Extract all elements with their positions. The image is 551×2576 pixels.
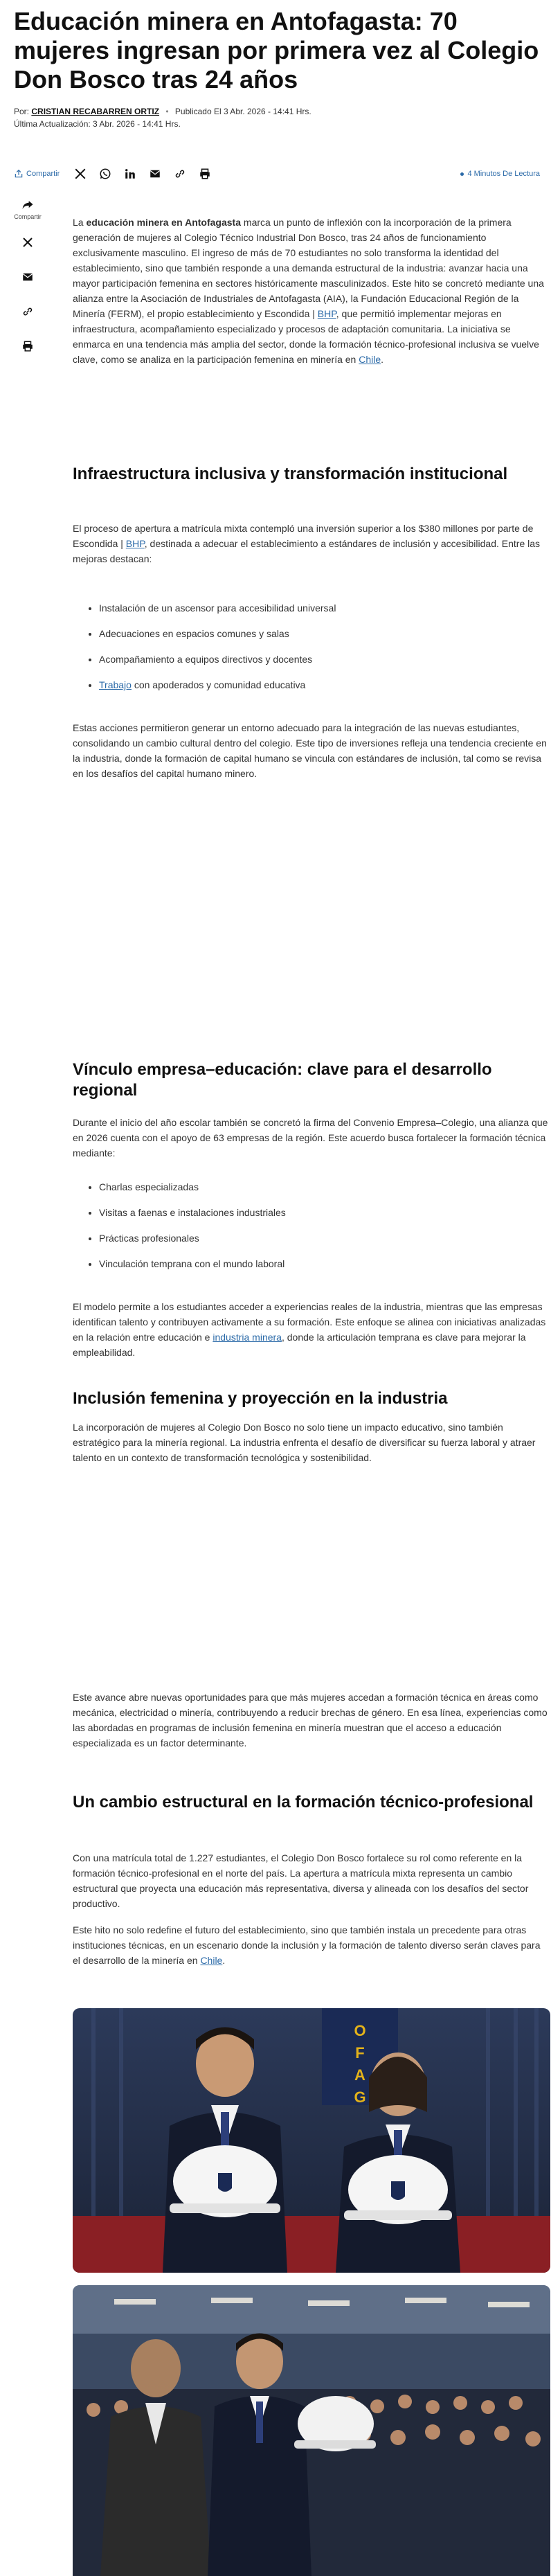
bhp-link[interactable]: BHP [317,308,336,319]
section4-paragraph: Con una matrícula total de 1.227 estudiantes, el Colegio Don Bosco fortalece su rol como referente en la formación técnico-profesional en el norte del país. La apertura a matrícula mixta representa un cambio estructural que proyecta una educación más representativa, diversa y alineada con los desafíos del sector productivo. [73,1852,529,1909]
chile-link[interactable]: Chile [359,354,381,365]
x-icon [74,168,87,180]
mail-share-button[interactable] [148,167,162,181]
section1-body [73,521,550,566]
text: , que permitió implementar mejoras en infraestructura, acompañamiento especializado y procesos de adaptación comunitaria. La iniciativa se enmarca en una tendencia más amplia del sector, donde la formación técnico-profesional inclusiva se vuelve clave, como se analiza en la participación femenina en minería en [73,308,539,365]
svg-text:F: F [355,2044,365,2061]
section-heading: Inclusión femenina y proyección en la industria [73,1389,448,1408]
list-item: • Visitas a faenas e instalaciones industriales [99,1206,550,1219]
share-button[interactable] [14,169,60,179]
improvements-list [73,601,550,692]
x-share-button[interactable] [73,167,87,181]
section1-list [73,601,550,704]
section2-paragraph: Durante el inicio del año escolar también se concretó la firma del Convenio Empresa–Colegio, una alianza que en 2026 cuenta con el apoyo de 63 empresas de la región. Este acuerdo busca fortalecer la formación técnica mediante: [73,1117,548,1159]
text: con apoderados y comunidad educativa [131,679,306,690]
text: El proceso de apertura a matrícula mixta contempló una inversión superior a los $380 millones por parte de Escondida | [73,523,534,549]
section-heading: Infraestructura inclusiva y transformación institucional [73,465,508,483]
trabajo-link[interactable]: Trabajo [99,679,132,690]
section-infraestructura [73,464,550,485]
svg-text:A: A [354,2066,365,2084]
section-heading: Un cambio estructural en la formación técnico-profesional [73,1793,534,1812]
link-icon [21,305,34,318]
share-rail [14,198,42,373]
section-cambio [73,1792,550,1813]
list-item: • Charlas especializadas [99,1180,550,1194]
list-item: • Adecuaciones en espacios comunes y salas [99,627,550,641]
print-button[interactable] [198,167,212,181]
text: . [222,1955,226,1966]
section3-paragraph: Este avance abre nuevas oportunidades para que más mujeres accedan a formación técnica en áreas como mecánica, electricidad o minería, contribuyendo a reducir brechas de género. En esa línea, experiencias como las abordadas en programas de inclusión femenina en minería muestran que el acceso a educación especializada es un factor determinante. [73,1692,548,1748]
rail-link-button[interactable] [19,303,36,320]
mail-icon [21,271,34,283]
section1-paragraph [73,521,550,566]
text: , donde la articulación temprana es clave para mejorar la empleabilidad. [73,1332,526,1358]
section2-closing [73,1299,550,1360]
section1-closing [73,720,550,781]
section2-list [73,1180,550,1282]
mail-icon [149,168,161,180]
text: El modelo permite a los estudiantes acceder a experiencias reales de la industria, mientras que las empresas identifican talento y contribuyen activamente a su formación. Este enfoque se alinea con iniciativas analizadas en la relación entre educación e [73,1301,546,1343]
separator-dot: • [165,107,169,116]
section-inclusion [73,1388,550,1409]
section3-body [73,1420,550,1465]
link-icon [174,168,186,180]
section3-closing [73,1690,550,1751]
text: marca un punto de inflexión con la incorporación de la primera generación de mujeres al Colegio Técnico Industrial Don Bosco, tras 24 años de funcionamiento exclusivamente masculino. El ingreso de más de 70 estudiantes no solo transforma la identidad del establecimiento, sino que también responde a una demanda estructural de la industria: avanzar hacia una mayor participación femenina en sectores históricamente masculinizados. Este hito se concretó mediante una alianza entre la Asociación de Industriales de Antofagasta (AIA), la Fundación Educacional Región de la Minería (FERM), el propio establecimiento y Escondida | [73,217,544,319]
students-photo-illustration [73,2008,550,2273]
bhp-link[interactable]: BHP [125,538,145,549]
rail-share-label: Compartir [14,213,42,220]
updated-date: Última Actualización: 3 Abr. 2026 - 14:41 Hrs. [14,119,181,129]
read-time [460,170,540,178]
share-bar [14,163,540,184]
ceremony-photo-illustration [73,2285,550,2576]
share-icon[interactable] [21,198,35,212]
print-icon [21,340,34,352]
section4-paragraph [73,1922,550,1968]
share-icon [14,169,24,179]
section3-paragraph: La incorporación de mujeres al Colegio Don Bosco no solo tiene un impacto educativo, sino también estratégico para la minería regional. La industria enfrenta el desafío de diversificar su fuerza laboral y atraer talento en un contexto de transformación tecnológica y sostenibilidad. [73,1422,536,1463]
page-title: Educación minera en Antofagasta: 70 mujeres ingresan por primera vez al Colegio Don Bosco tras 24 años [14,7,539,93]
industria-minera-link[interactable]: industria minera [213,1332,282,1343]
list-item: • Prácticas profesionales [99,1231,550,1245]
share-label: Compartir [26,170,60,178]
text: , destinada a adecuar el establecimiento a estándares de inclusión y accesibilidad. Entre las mejoras destacan: [73,538,541,564]
rail-print-button[interactable] [19,338,36,355]
svg-text:O: O [354,2022,366,2039]
whatsapp-share-button[interactable] [98,167,112,181]
rail-mail-button[interactable] [19,269,36,285]
text: La [73,217,87,228]
list-item: • Vinculación temprana con el mundo laboral [99,1257,550,1271]
section1-paragraph: Estas acciones permitieron generar un entorno adecuado para la integración de las nuevas estudiantes, consolidando un cambio cultural dentro del colegio. Este tipo de inversiones refleja una tendencia creciente en la industria, donde la formación de capital humano se vincula con estándares de inclusión, tal como se revisa en los desafíos del capital humano minero. [73,722,547,779]
list-item: • Instalación de un ascensor para accesibilidad universal [99,601,550,615]
svg-text:G: G [354,2088,366,2106]
read-time-dot [460,172,464,176]
section-heading: Vínculo empresa–educación: clave para el desarrollo regional [73,1060,492,1100]
x-icon [21,236,34,249]
list-item: • Acompañamiento a equipos directivos y docentes [99,652,550,666]
linkedin-icon [124,168,136,180]
students-helmets-photo [73,2008,550,2273]
text: Este hito no solo redefine el futuro del establecimiento, sino que también instala un precedente para otras instituciones técnicas, en un escenario donde la inclusión y la formación de talento diverso serán claves para el desarrollo de la minería en [73,1924,541,1966]
section2-body [73,1115,550,1161]
intro-paragraph [73,215,550,367]
print-icon [199,168,211,180]
text: . [381,354,384,365]
list-item [99,678,550,692]
byline [14,105,540,118]
article-header [14,7,540,130]
section4-body [73,1850,550,1911]
copy-link-button[interactable] [173,167,187,181]
section-vinculo [73,1059,550,1101]
section4-closing [73,1922,550,1968]
text-bold: educación minera en Antofagasta [86,217,242,228]
whatsapp-icon [99,168,111,180]
ceremony-photo [73,2285,550,2576]
byline-prefix: Por: [14,107,30,116]
intro-section [73,215,550,367]
convenio-list [73,1180,550,1271]
section2-paragraph [73,1299,550,1360]
rail-x-button[interactable] [19,234,36,251]
chile-link[interactable]: Chile [200,1955,223,1966]
read-time-label: 4 Minutos De Lectura [467,170,540,178]
published-date: Publicado El 3 Abr. 2026 - 14:41 Hrs. [174,107,311,116]
author-link[interactable]: CRISTIAN RECABARREN ORTIZ [31,107,160,116]
linkedin-share-button[interactable] [123,167,137,181]
